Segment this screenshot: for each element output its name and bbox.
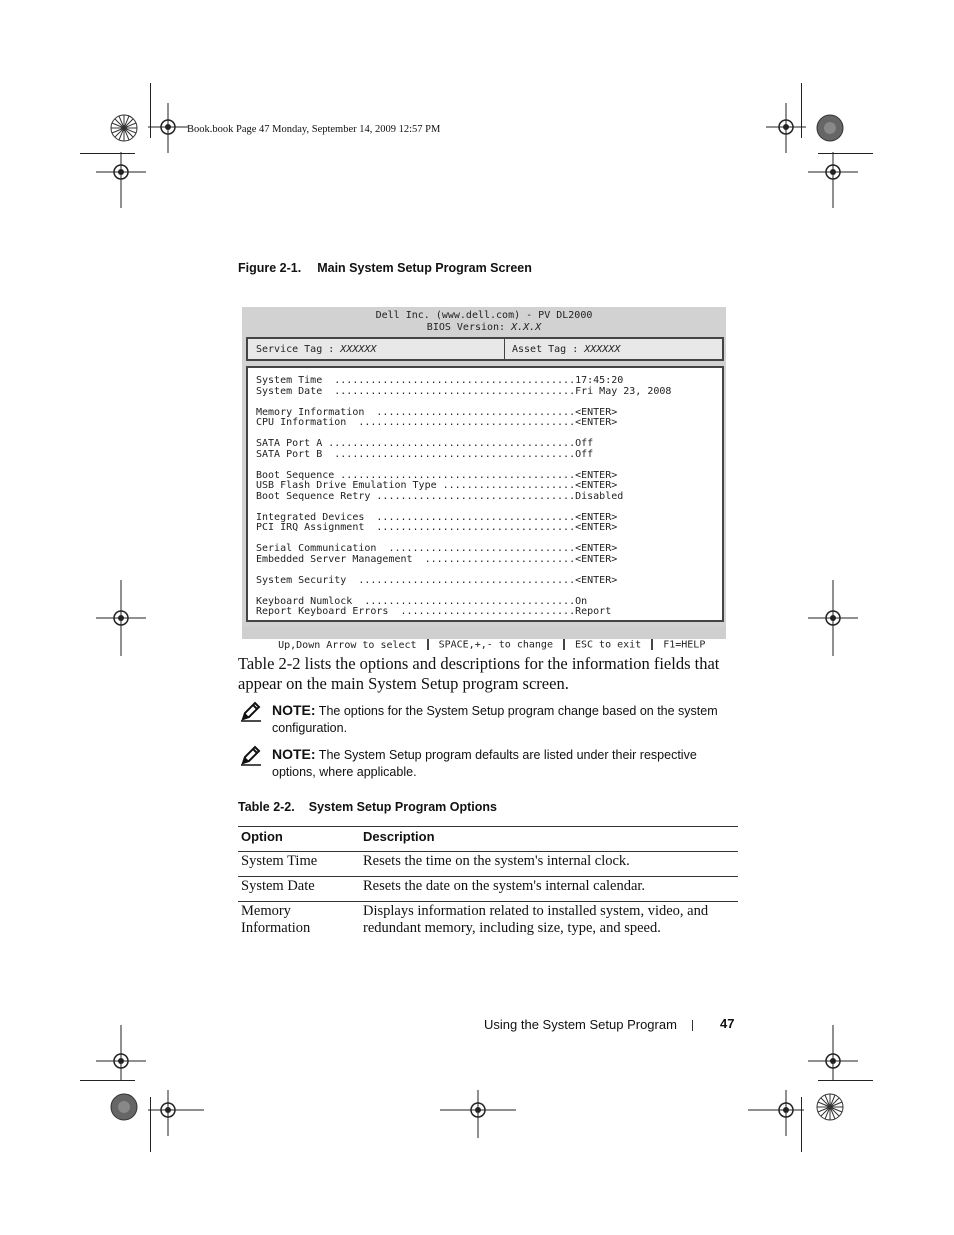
registration-mark-icon — [808, 1025, 858, 1081]
status-separator — [563, 639, 565, 650]
bios-version: BIOS Version: X.X.X — [426, 322, 542, 333]
table-caption — [238, 800, 497, 814]
asset-tag: Asset Tag : XXXXXX — [512, 344, 621, 355]
note-label: NOTE: — [272, 746, 316, 762]
status-select-hint: Up,Down Arrow to select — [278, 639, 417, 651]
footer-separator — [692, 1020, 693, 1031]
table-rule — [238, 851, 738, 852]
bios-option-row[interactable]: Embedded Server Management .........................<ENTER> — [256, 553, 618, 565]
bios-option-row[interactable]: Boot Sequence .......................................<ENTER> — [256, 469, 618, 481]
status-exit-hint: ESC to exit — [574, 639, 642, 651]
bios-option-row[interactable]: Memory Information .................................<ENTER> — [256, 406, 618, 418]
bios-options-panel — [246, 366, 724, 622]
footer-section-title: Using the System Setup Program — [484, 1017, 677, 1032]
registration-mark-icon — [766, 103, 806, 153]
table-rule — [238, 876, 738, 877]
color-target-icon — [815, 1092, 845, 1122]
bios-option-row[interactable]: System Date ........................................Fri May 23, 2008 — [256, 385, 672, 397]
bios-option-row[interactable]: Report Keyboard Errors .............................Report — [256, 606, 612, 617]
color-target-icon — [815, 113, 845, 143]
bios-option-row[interactable]: System Security ....................................<ENTER> — [256, 574, 618, 586]
registration-mark-icon — [96, 152, 146, 208]
bios-status-bar — [242, 627, 726, 651]
note-1 — [272, 702, 732, 737]
registration-mark-icon — [808, 152, 858, 208]
table-cell-description: Resets the time on the system's internal clock. — [363, 853, 630, 869]
tag-box — [246, 337, 724, 361]
status-help-hint: F1=HELP — [663, 639, 706, 651]
bios-option-row[interactable]: USB Flash Drive Emulation Type ......................<ENTER> — [256, 480, 618, 491]
figure-caption — [238, 261, 532, 275]
table-cell-option: System Date — [241, 878, 315, 894]
pencil-note-icon — [240, 744, 262, 766]
bios-vendor: Dell Inc. (www.dell.com) - PV DL2000 — [375, 310, 593, 321]
bios-option-row[interactable]: System Time ........................................17:45:20 — [256, 375, 624, 386]
registration-mark-icon — [148, 1090, 204, 1136]
figure-label: Figure 2-1. — [238, 261, 302, 275]
table-label: Table 2-2. — [238, 800, 295, 814]
page-number: 47 — [720, 1016, 735, 1031]
table-header-option: Option — [241, 829, 283, 844]
bios-option-row[interactable]: Serial Communication ...............................<ENTER> — [256, 543, 618, 554]
status-separator — [651, 639, 653, 650]
table-cell-option: System Time — [241, 853, 318, 869]
status-change-hint: SPACE,+,- to change — [438, 639, 553, 651]
figure-title: Main System Setup Program Screen — [317, 261, 532, 275]
color-target-icon — [109, 113, 139, 143]
bios-option-row[interactable]: PCI IRQ Assignment .................................<ENTER> — [256, 522, 618, 533]
table-rule — [238, 826, 738, 827]
tag-divider — [504, 339, 505, 359]
note-text: The options for the System Setup program change based on the system configuration. — [272, 704, 718, 735]
bios-option-row[interactable]: Integrated Devices .................................<ENTER> — [256, 511, 618, 523]
registration-mark-icon — [96, 1025, 146, 1081]
bios-option-row[interactable]: SATA Port A .........................................Off — [256, 438, 594, 449]
pencil-note-icon — [240, 700, 262, 722]
bios-option-row[interactable]: SATA Port B ........................................Off — [256, 448, 594, 460]
bios-title — [242, 310, 726, 334]
table-title: System Setup Program Options — [308, 800, 497, 814]
note-text: The System Setup program defaults are listed under their respective options, where applicable. — [272, 748, 697, 779]
registration-mark-icon — [808, 580, 858, 656]
registration-mark-icon — [96, 580, 146, 656]
service-tag: Service Tag : XXXXXX — [256, 344, 377, 355]
bios-screen — [242, 307, 726, 651]
bios-option-row[interactable]: Boot Sequence Retry .................................Disabled — [256, 490, 624, 502]
note-2 — [272, 746, 732, 781]
table-header-description: Description — [363, 829, 435, 844]
bios-option-row[interactable]: CPU Information ....................................<ENTER> — [256, 417, 618, 428]
bios-option-row[interactable]: Keyboard Numlock ...................................On — [256, 595, 588, 607]
registration-mark-icon — [440, 1090, 516, 1138]
registration-mark-icon — [748, 1090, 804, 1136]
table-cell-description: Displays information related to installed system, video, and redundant memory, including size, type, and speed. — [363, 903, 709, 936]
table-cell-option: Memory Information — [241, 903, 311, 936]
note-label: NOTE: — [272, 702, 316, 718]
table-rule — [238, 901, 738, 902]
color-target-icon — [109, 1092, 139, 1122]
table-cell-description: Resets the date on the system's internal calendar. — [363, 878, 646, 894]
status-separator — [427, 639, 429, 650]
body-paragraph: Table 2-2 lists the options and descriptions for the information fields that appear on the main System Setup program screen. — [238, 654, 720, 693]
registration-mark-icon — [148, 103, 188, 153]
book-header: Book.book Page 47 Monday, September 14, 2009 12:57 PM — [187, 124, 441, 135]
